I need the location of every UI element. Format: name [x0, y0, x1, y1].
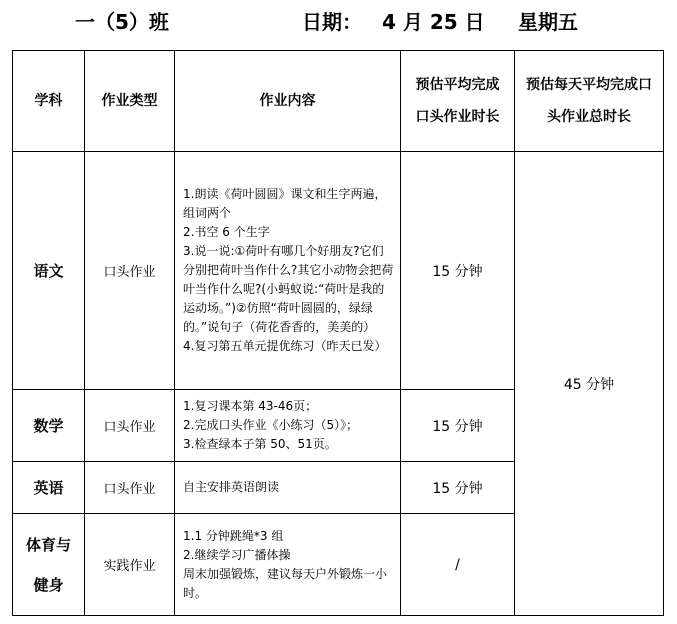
- date-value: 4 月 25 日: [382, 10, 485, 34]
- type-cell: 口头作业: [85, 152, 175, 390]
- page-header: [0, 6, 677, 36]
- date-label: 日期：: [302, 10, 362, 34]
- content-line: 2.书空 6 个生字: [183, 225, 270, 239]
- column-header-avg-time: [401, 51, 515, 152]
- content-line: 4.复习第五单元提优练习（昨天已发）: [183, 339, 387, 353]
- subject-cell: 数学: [13, 390, 85, 462]
- total-time-header-line: 头作业总时长: [547, 109, 631, 125]
- total-time-header-line: 预估每天平均完成口: [526, 77, 652, 93]
- table-row: [13, 152, 664, 390]
- subject-cell: [13, 514, 85, 616]
- type-cell: 口头作业: [85, 390, 175, 462]
- weekday: 星期五: [518, 10, 578, 34]
- content-line: 1.朗读《荷叶圆圆》课文和生字两遍，组词两个: [183, 187, 387, 220]
- content-line: 1.复习课本第 43-46页；: [183, 399, 318, 413]
- content-line: 2.继续学习广播体操: [183, 547, 291, 562]
- time-cell: 15 分钟: [401, 390, 515, 462]
- table-header-row: [13, 51, 664, 152]
- content-line: 3.检查绿本子第 50、51页。: [183, 437, 337, 451]
- homework-table: [12, 50, 664, 616]
- content-cell: [175, 390, 401, 462]
- subject-cell: 英语: [13, 462, 85, 514]
- content-line: 2.完成口头作业《小练习（5）》；: [183, 418, 359, 432]
- total-time-cell: 45 分钟: [515, 152, 664, 616]
- content-cell: [175, 514, 401, 616]
- subject-line: 健身: [33, 575, 64, 594]
- column-header-type: 作业类型: [85, 51, 175, 152]
- subject-line: 体育与: [25, 535, 71, 554]
- class-name: 一（5）班: [75, 10, 169, 34]
- content-line: 3.说一说:①荷叶有哪几个好朋友?它们分别把荷叶当作什么?其它小动物会把荷叶当作什么呢?(小蚂蚁说:“荷叶是我的运动场。”)②仿照“荷叶圆圆的，绿绿的。”说句子（荷花香香的，美美的）: [183, 244, 394, 334]
- column-header-total-time: [515, 51, 664, 152]
- content-line: 自主安排英语朗读: [183, 480, 280, 494]
- type-cell: 实践作业: [85, 514, 175, 616]
- subject-cell: 语文: [13, 152, 85, 390]
- avg-time-header-line: 口头作业时长: [415, 109, 500, 125]
- time-cell: /: [401, 514, 515, 616]
- content-line: 周末加强锻炼，建议每天户外锻炼一小时。: [183, 566, 388, 600]
- column-header-subject: 学科: [13, 51, 85, 152]
- content-line: 1.1 分钟跳绳*3 组: [183, 528, 284, 543]
- content-cell: [175, 462, 401, 514]
- content-cell: [175, 152, 401, 390]
- time-cell: 15 分钟: [401, 462, 515, 514]
- type-cell: 口头作业: [85, 462, 175, 514]
- column-header-content: 作业内容: [175, 51, 401, 152]
- avg-time-header-line: 预估平均完成: [415, 77, 500, 93]
- time-cell: 15 分钟: [401, 152, 515, 390]
